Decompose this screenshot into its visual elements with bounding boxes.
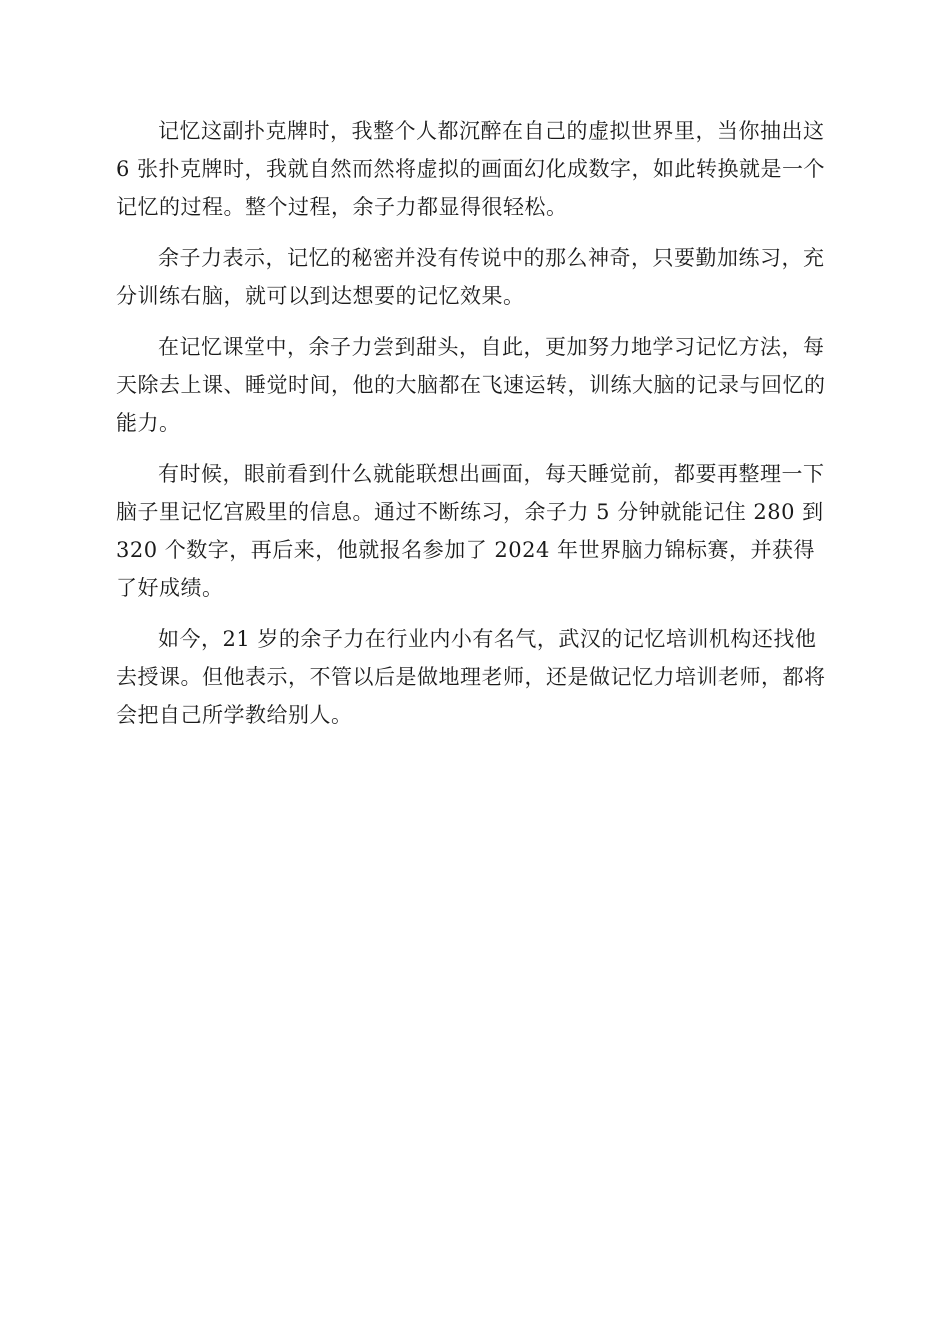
paragraph-1: 记忆这副扑克牌时，我整个人都沉醉在自己的虚拟世界里，当你抽出这 6 张扑克牌时，我就自然而然将虚拟的画面幻化成数字，如此转换就是一个记忆的过程。整个过程，余子力都显得很轻松。 [116, 119, 826, 219]
document-body [116, 112, 836, 747]
paragraph-4: 有时候，眼前看到什么就能联想出画面，每天睡觉前，都要再整理一下脑子里记忆宫殿里的信息。通过不断练习，余子力 5 分钟就能记住 280 到 320 个数字，再后来，他就报名参加了 2024 年世界脑力锦标赛，并获得了好成绩。 [116, 462, 825, 600]
paragraph-5: 如今，21 岁的余子力在行业内小有名气，武汉的记忆培训机构还找他去授课。但他表示，不管以后是做地理老师，还是做记忆力培训老师，都将会把自己所学教给别人。 [116, 627, 826, 727]
paragraph-2: 余子力表示，记忆的秘密并没有传说中的那么神奇，只要勤加练习，充分训练右脑，就可以到达想要的记忆效果。 [116, 246, 825, 308]
paragraph-3: 在记忆课堂中，余子力尝到甜头，自此，更加努力地学习记忆方法，每天除去上课、睡觉时间，他的大脑都在飞速运转，训练大脑的记录与回忆的能力。 [116, 335, 826, 435]
